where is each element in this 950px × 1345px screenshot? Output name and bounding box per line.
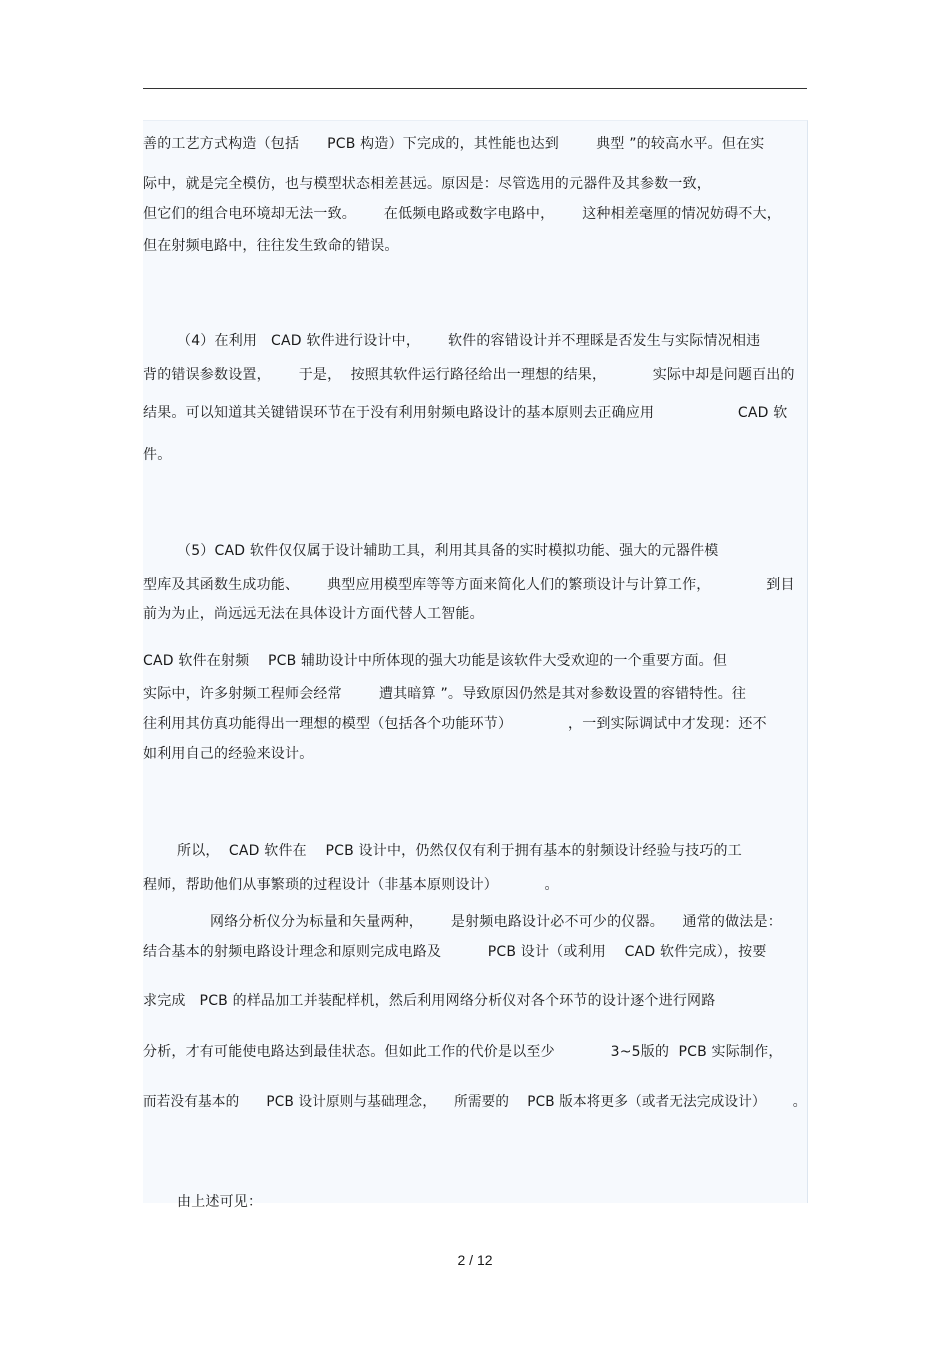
text-line: 结合基本的射频电路设计理念和原则完成电路及 PCB 设计（或利用 CAD 软件完成），按要 bbox=[143, 944, 767, 960]
text-line: 结果。可以知道其关键错误环节在于没有利用射频电路设计的基本原则去正确应用 CAD 软 bbox=[143, 405, 788, 421]
text-line: 往利用其仿真功能得出一理想的模型（包括各个功能环节） ，一到实际调试中才发现：还不 bbox=[143, 716, 767, 732]
text-line: 但在射频电路中，往往发生致命的错误。 bbox=[143, 238, 399, 254]
text-line: 求完成 PCB 的样品加工并装配样机，然后利用网络分析仪对各个环节的设计逐个进行网路 bbox=[143, 993, 716, 1009]
text-line: 背的错误参数设置， 于是， 按照其软件运行路径给出一理想的结果， 实际中却是问题百出的 bbox=[143, 367, 795, 383]
text-line: 但它们的组合电环境却无法一致。 在低频电路或数字电路中， 这种相差毫厘的情况妨碍不大， bbox=[143, 206, 781, 222]
text-line: （5）CAD 软件仅仅属于设计辅助工具，利用其具备的实时模拟功能、强大的元器件模 bbox=[177, 543, 719, 559]
text-line: 网络分析仪分为标量和矢量两种， 是射频电路设计必不可少的仪器。 通常的做法是： bbox=[210, 914, 782, 930]
text-line: CAD 软件在射频 PCB 辅助设计中所体现的强大功能是该软件大受欢迎的一个重要方面。但 bbox=[143, 653, 728, 669]
text-line: 件。 bbox=[143, 447, 172, 463]
page-number: 2 / 12 bbox=[457, 1252, 493, 1268]
text-line: 而若没有基本的 PCB 设计原则与基础理念， 所需要的 PCB 版本将更多（或者无法完成设计） 。 bbox=[143, 1094, 807, 1110]
text-line: 由上述可见： bbox=[177, 1194, 263, 1210]
text-line: 型库及其函数生成功能、 典型应用模型库等等方面来简化人们的繁琐设计与计算工作， 到目 bbox=[143, 577, 795, 593]
text-line: 如利用自己的经验来设计。 bbox=[143, 746, 314, 762]
text-line: 前为为止，尚远远无法在具体设计方面代替人工智能。 bbox=[143, 606, 484, 622]
text-line: （4）在利用 CAD 软件进行设计中， 软件的容错设计并不理睬是否发生与实际情况相违 bbox=[177, 333, 761, 349]
header-rule bbox=[143, 88, 807, 89]
text-line: 际中，就是完全模仿，也与模型状态相差甚远。原因是：尽管选用的元器件及其参数一致， bbox=[143, 176, 711, 192]
text-line: 程师，帮助他们从事繁琐的过程设计（非基本原则设计） 。 bbox=[143, 877, 559, 893]
text-line: 所以， CAD 软件在 PCB 设计中，仍然仅仅有利于拥有基本的射频设计经验与技巧的工 bbox=[177, 843, 742, 859]
text-line: 实际中，许多射频工程师会经常 遭其暗算 ”。导致原因仍然是其对参数设置的容错特性。往 bbox=[143, 686, 747, 702]
text-line: 分析，才有可能使电路达到最佳状态。但如此工作的代价是以至少 3~5版的 PCB 实际制作， bbox=[143, 1044, 783, 1060]
text-line: 善的工艺方式构造（包括 PCB 构造）下完成的，其性能也达到 典型 ”的较高水平。但在实 bbox=[143, 136, 765, 152]
